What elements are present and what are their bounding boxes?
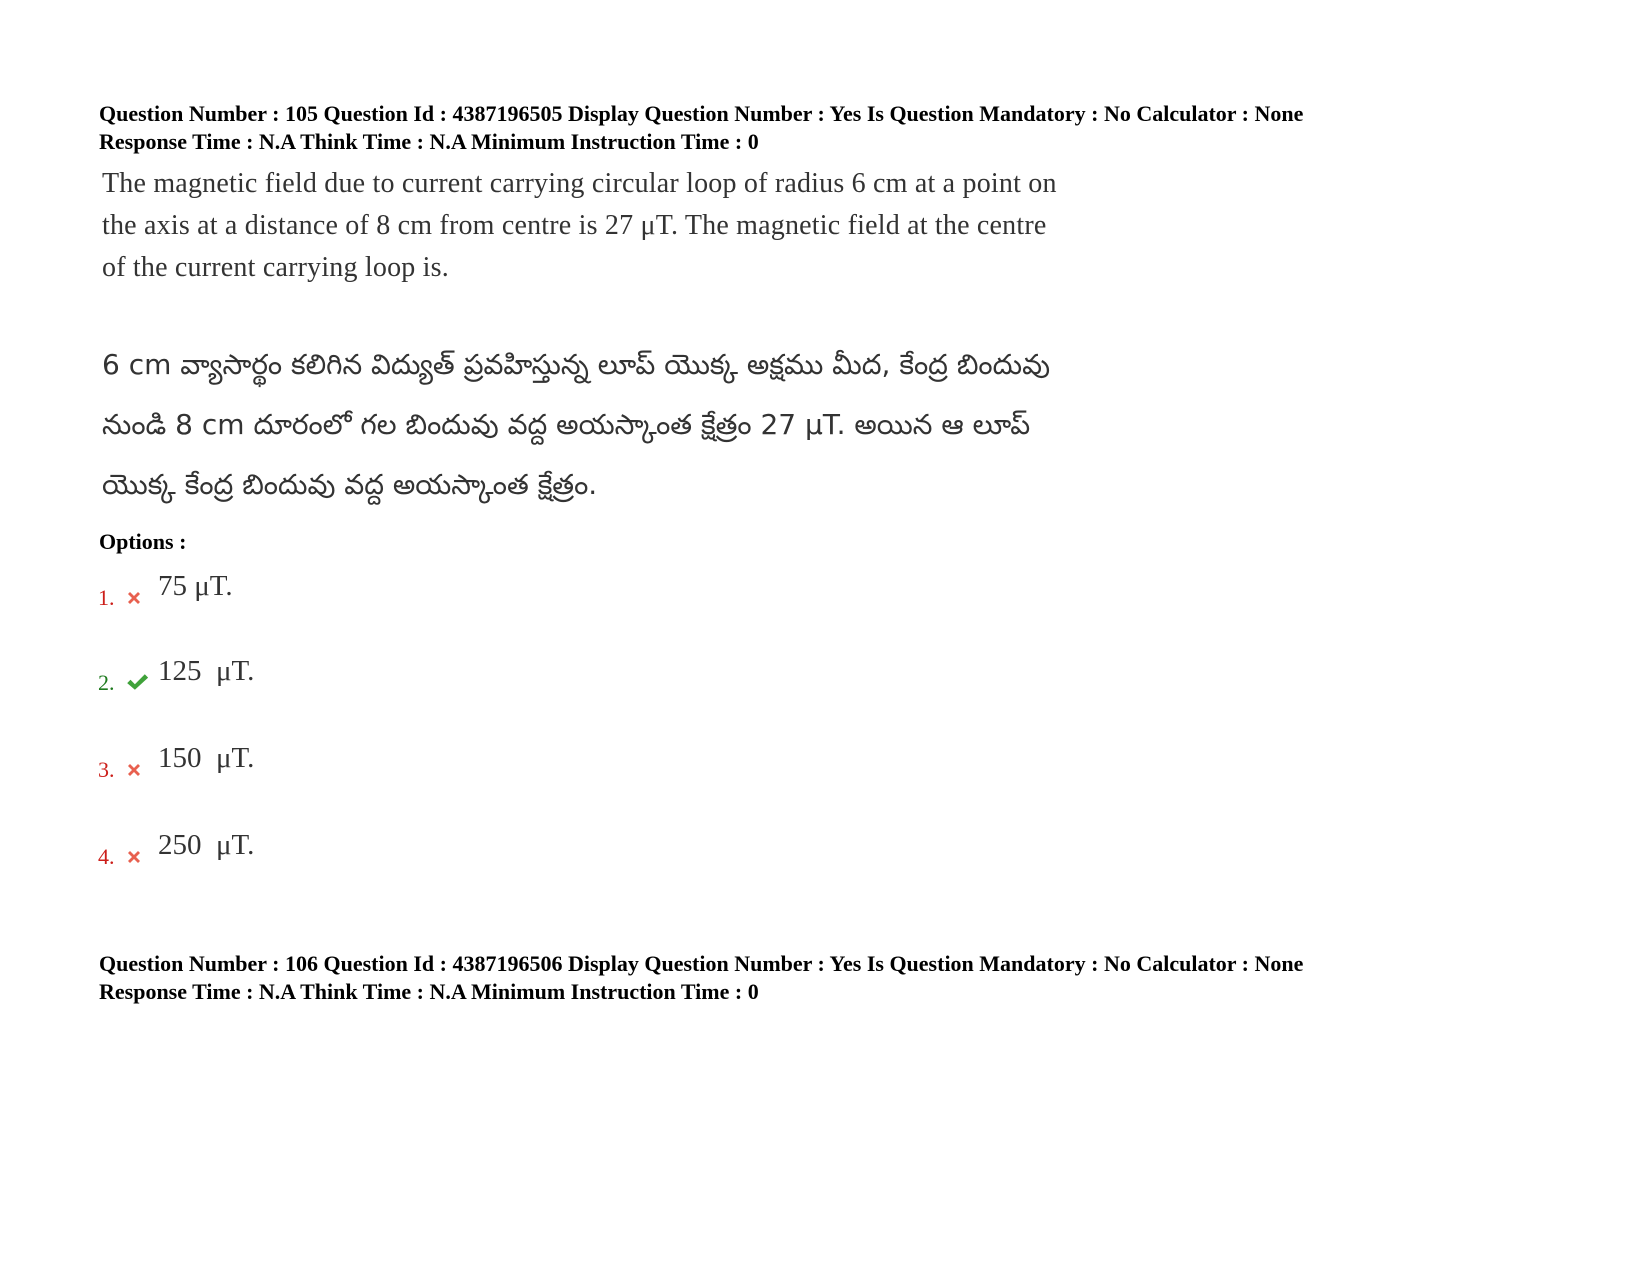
question-105-meta-line-1: Question Number : 105 Question Id : 4387196505 Display Question Number : Yes Is Question Mandatory : No Calculator : None [99,101,1304,126]
english-line: the axis at a distance of 8 cm from centre is 27 μT. The magnetic field at the centre [102,210,1047,241]
question-105-telugu-text [102,335,1202,515]
english-line: The magnetic field due to current carrying circular loop of radius 6 cm at a point on [102,168,1057,199]
option-text: 150 μT. [158,742,255,774]
option-text: 75 μT. [158,570,233,602]
telugu-line: యొక్క కేంద్ర బిందువు వద్ద అయస్కాంత క్షేత్రం. [102,468,598,501]
telugu-line: 6 cm వ్యాసార్థం కలిగిన విద్యుత్ ప్రవహిస్తున్న లూప్ యొక్క అక్షము మీద, కేంద్ర బిందువు [102,348,1051,381]
question-106-meta-line-1: Question Number : 106 Question Id : 4387196506 Display Question Number : Yes Is Question Mandatory : No Calculator : None [99,951,1304,976]
question-105-meta-line-2: Response Time : N.A Think Time : N.A Minimum Instruction Time : 0 [99,129,759,154]
option-number: 4. [98,844,115,869]
check-icon [124,671,148,693]
option-4 [98,829,498,869]
question-106-meta-line-2: Response Time : N.A Think Time : N.A Minimum Instruction Time : 0 [99,979,759,1004]
option-2 [98,655,498,695]
question-106-metadata [99,950,1303,1006]
cross-icon [124,760,144,780]
cross-icon [124,847,144,867]
question-105-metadata [99,100,1303,156]
cross-icon [124,588,144,608]
option-1 [98,570,498,610]
option-text: 250 μT. [158,829,255,861]
option-number: 3. [98,757,115,782]
options-label: Options : [99,529,187,554]
option-number: 1. [98,585,115,610]
telugu-line: నుండి 8 cm దూరంలో గల బిందువు వద్ద అయస్కాంత క్షేత్రం 27 μT. అయిన ఆ లూప్ [102,408,1031,441]
option-3 [98,742,498,782]
option-text: 125 μT. [158,655,255,687]
english-line: of the current carrying loop is. [102,252,449,283]
option-number: 2. [98,670,115,695]
question-105-english-text [102,163,1202,289]
